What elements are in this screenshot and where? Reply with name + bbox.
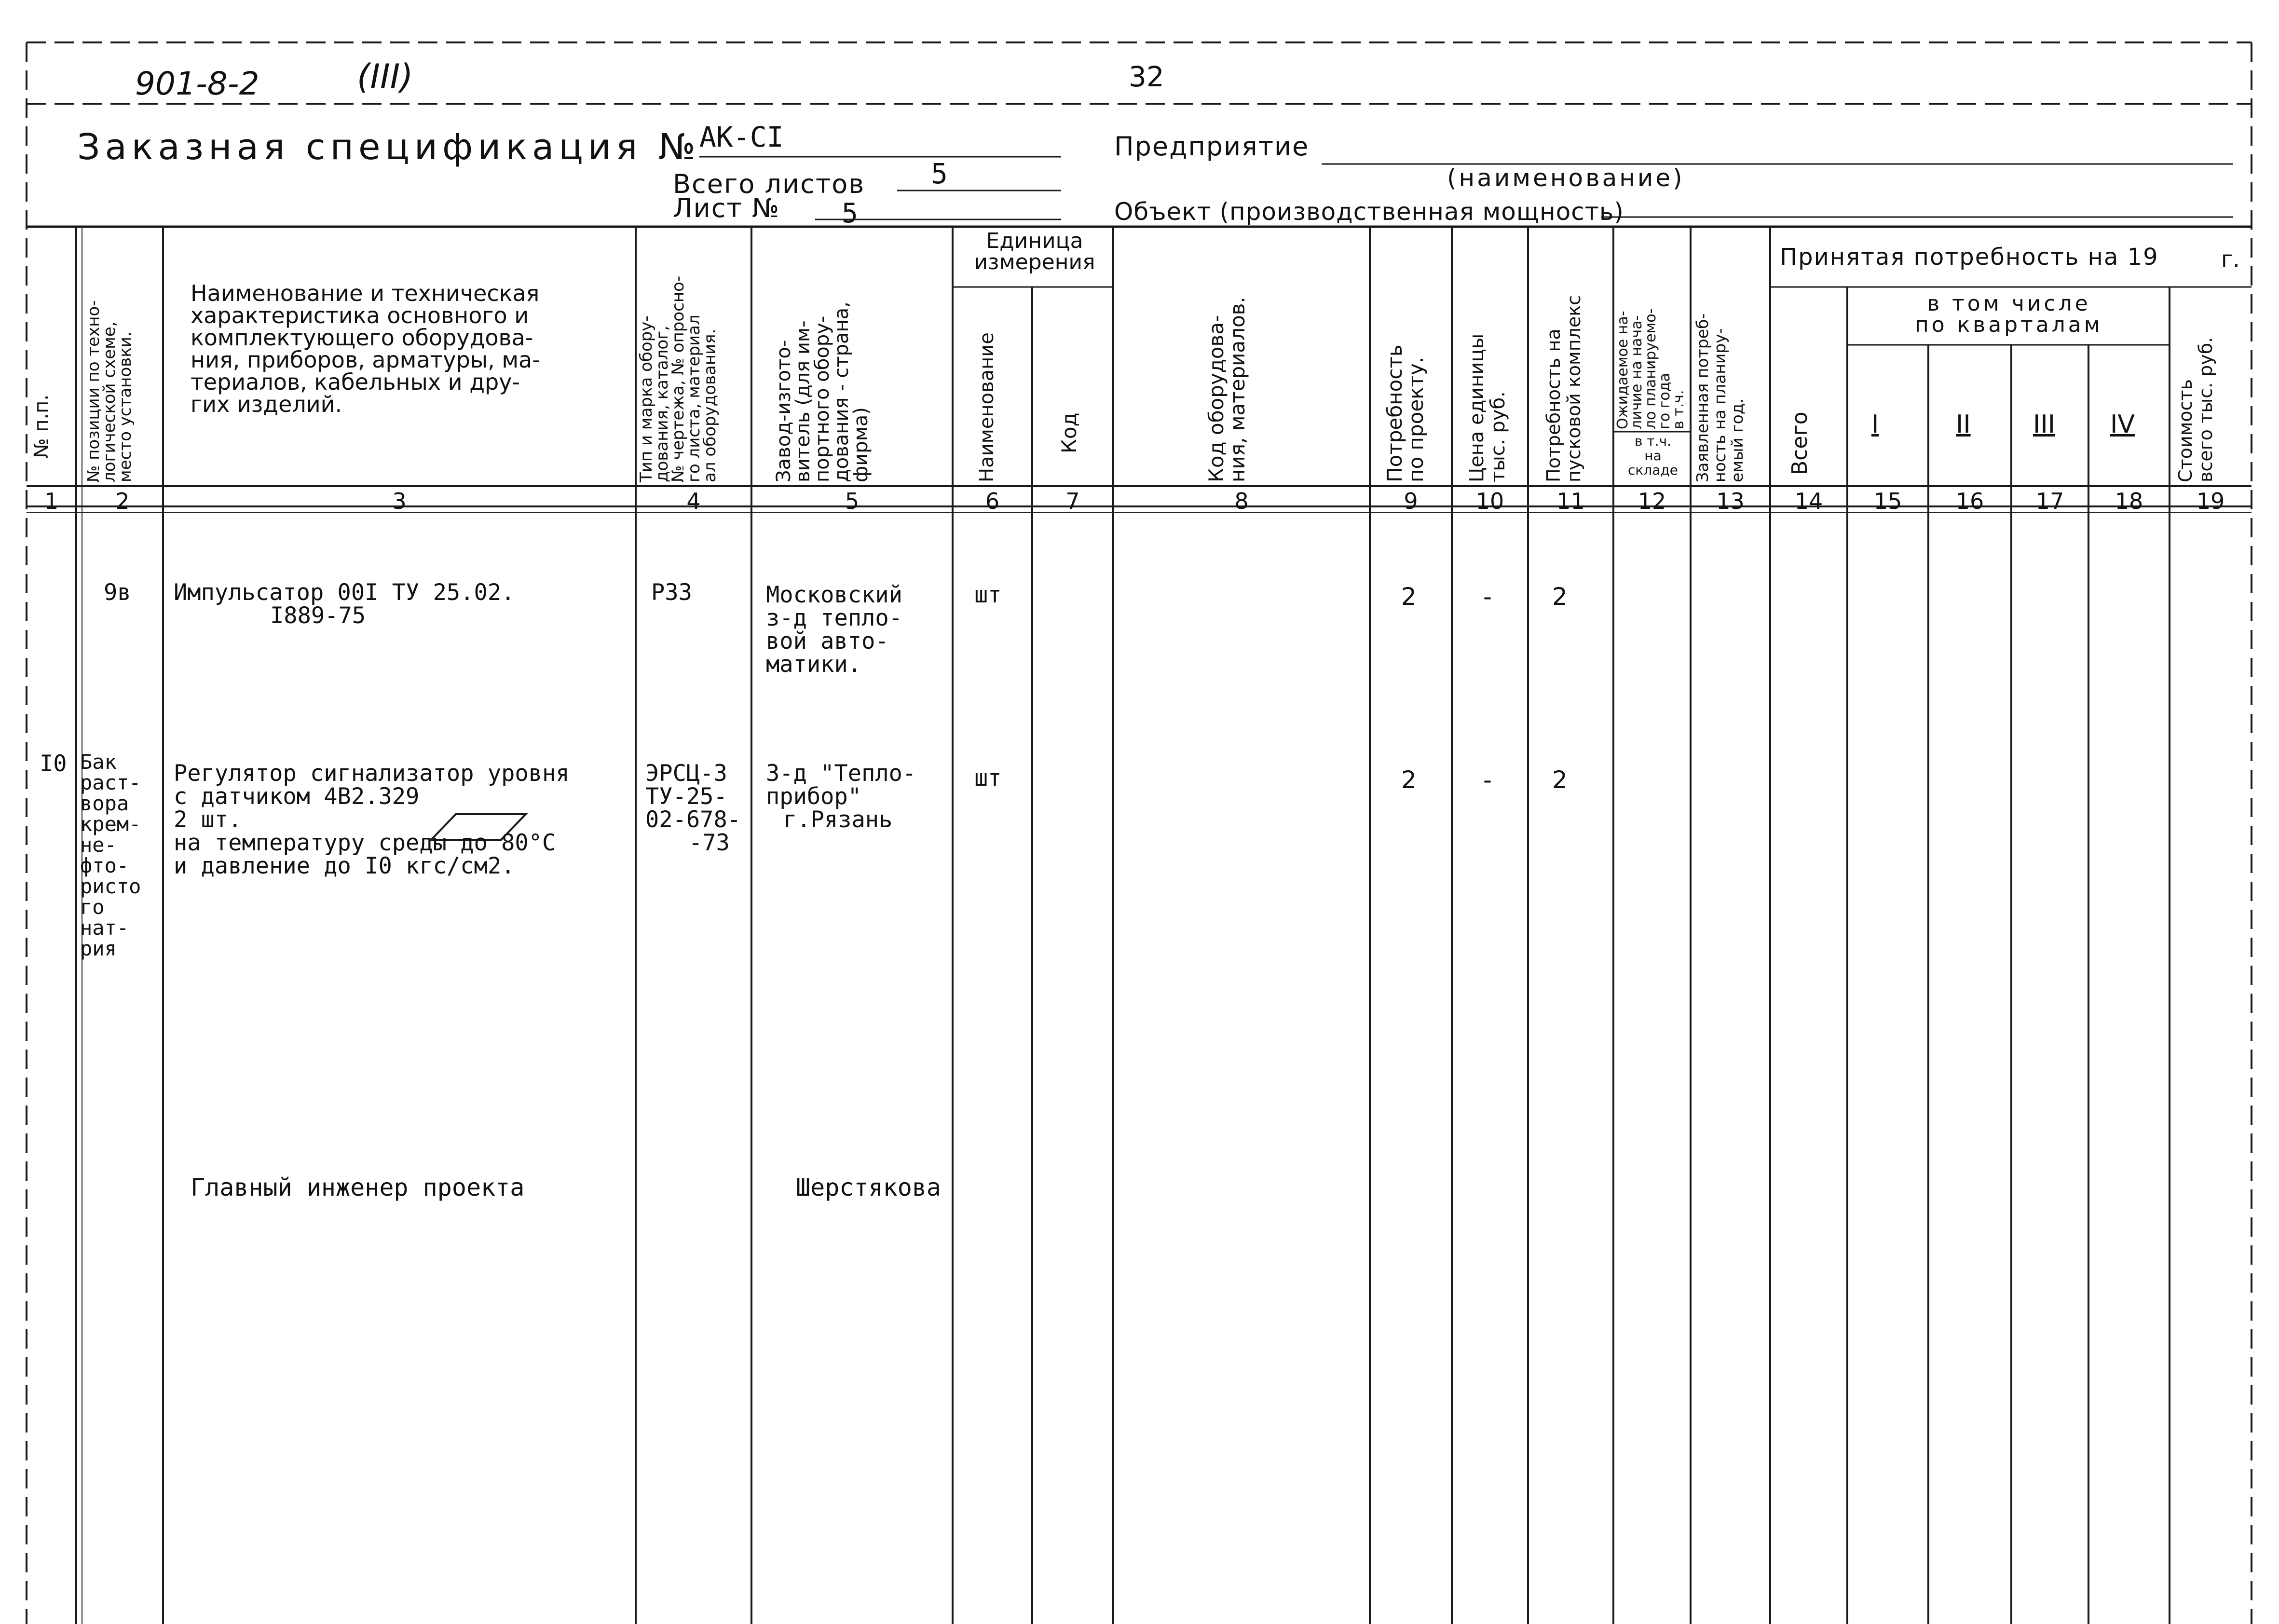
total-sheets-label: Всего листов: [673, 169, 865, 199]
col-header-19: Стоимость всего тыс. руб.: [2175, 337, 2216, 482]
col-header-15: I: [1871, 410, 1879, 439]
row2-unit: шт: [974, 765, 1002, 792]
row2-type: ЭРСЦ-3 ТУ-25- 02-678- -73: [645, 760, 741, 856]
col-header-1: № п.п.: [30, 394, 53, 458]
name-hint: (наименование): [1447, 164, 1685, 192]
col-num-10: 10: [1475, 488, 1504, 514]
col-num-3: 3: [392, 488, 407, 514]
col-num-2: 2: [115, 488, 130, 514]
col-header-18: IV: [2110, 410, 2135, 439]
col-num-9: 9: [1404, 488, 1418, 514]
col-header-6: Наименование: [976, 332, 998, 482]
col-header-13: Заявленная потреб- ность на планиру- емый год.: [1693, 313, 1747, 482]
row2-price: -: [1483, 766, 1492, 794]
row2-name: Регулятор сигнализатор уровня с датчиком 4В2.329 2 шт. на температуру среды до 80°С и давление до I0 кгс/см2.: [174, 760, 570, 879]
col-header-14: Всего: [1788, 411, 1812, 475]
col-num-7: 7: [1065, 488, 1080, 514]
col-num-8: 8: [1234, 488, 1249, 514]
total-sheets-value: 5: [931, 157, 948, 190]
page-number: 32: [1129, 60, 1164, 93]
row2-startup: 2: [1552, 766, 1568, 794]
object-label: Объект (производственная мощность): [1114, 198, 1624, 226]
col-num-4: 4: [686, 488, 701, 514]
col-header-9: Потребность по проекту.: [1383, 344, 1428, 482]
row1-startup: 2: [1552, 583, 1568, 611]
col-num-18: 18: [2115, 488, 2143, 514]
quarters-group-header: в том числе по кварталам: [1915, 291, 2103, 337]
col-header-11: Потребность на пусковой комплекс: [1543, 295, 1584, 482]
unit-group-header: Единица измерения: [974, 229, 1095, 274]
row1-position: 9в: [104, 579, 131, 606]
col-header-12: Ожидаемое на- личие на нача- ло планируемо- го года в т.ч.: [1614, 308, 1687, 429]
row1-price: -: [1483, 583, 1492, 611]
row2-position: Бак раст- вора крем- не- фто- ристо го нат- рия: [80, 750, 141, 960]
row1-unit: шт: [974, 582, 1002, 608]
spec-number: АК-СI: [699, 121, 784, 153]
col-num-5: 5: [845, 488, 860, 514]
col-header-8: Код оборудова- ния, материалов.: [1204, 297, 1249, 482]
col-num-12: 12: [1638, 488, 1666, 514]
col-num-11: 11: [1556, 488, 1585, 514]
enterprise-label: Предприятие: [1114, 131, 1310, 162]
row1-maker: Московский з-д тепло- вой авто- матики.: [766, 582, 902, 678]
col-header-3: Наименование и техническая характеристика основного и комплектующего оборудова- ния, приборов, арматуры, ма- териалов, кабельных и дру- гих изделий.: [191, 280, 540, 417]
col-header-10: Цена единицы тыс. руб.: [1466, 333, 1509, 482]
col-num-16: 16: [1955, 488, 1984, 514]
issue-mark: (III): [357, 57, 413, 96]
doc-code: 901-8-2: [135, 65, 259, 102]
col-header-4: Тип и марка обору- дования, каталог, № чертежа, № опросно- го листа, материал ал оборудования.: [637, 275, 720, 482]
form-title: Заказная спецификация №: [77, 126, 700, 168]
row2-number: I0: [40, 751, 67, 777]
row1-type: Р33: [651, 579, 692, 606]
col-num-13: 13: [1716, 488, 1745, 514]
row1-need: 2: [1401, 583, 1417, 611]
col-num-15: 15: [1873, 488, 1902, 514]
col-header-16: II: [1956, 410, 1971, 439]
col-num-19: 19: [2196, 488, 2225, 514]
signature-role: Главный инженер проекта: [191, 1174, 525, 1201]
row2-maker: З-д "Тепло- прибор" г.Рязань: [766, 760, 916, 833]
accepted-year-suffix: г.: [2221, 246, 2240, 272]
row2-need: 2: [1401, 766, 1417, 794]
col-header-2: № позиции по техно- логической схеме, место установки.: [84, 300, 135, 482]
sheet-number: 5: [842, 198, 858, 229]
sheet-label: Лист №: [673, 193, 780, 223]
col-num-6: 6: [985, 488, 1000, 514]
col-header-7: Код: [1057, 412, 1081, 453]
row1-name: Импульсатор 00I ТУ 25.02. I889-75: [174, 579, 515, 629]
col-num-17: 17: [2035, 488, 2064, 514]
col-header-17: III: [2033, 410, 2056, 439]
col-header-12-warehouse: в т.ч. на складе: [1628, 433, 1678, 478]
accepted-header: Принятая потребность на 19: [1780, 244, 2159, 271]
signature-name: Шерстякова: [796, 1174, 942, 1201]
col-num-1: 1: [44, 488, 59, 514]
col-header-5: Завод-изгото- витель (для им- портного обору- дования - страна, фирма): [773, 301, 872, 482]
col-num-14: 14: [1794, 488, 1823, 514]
